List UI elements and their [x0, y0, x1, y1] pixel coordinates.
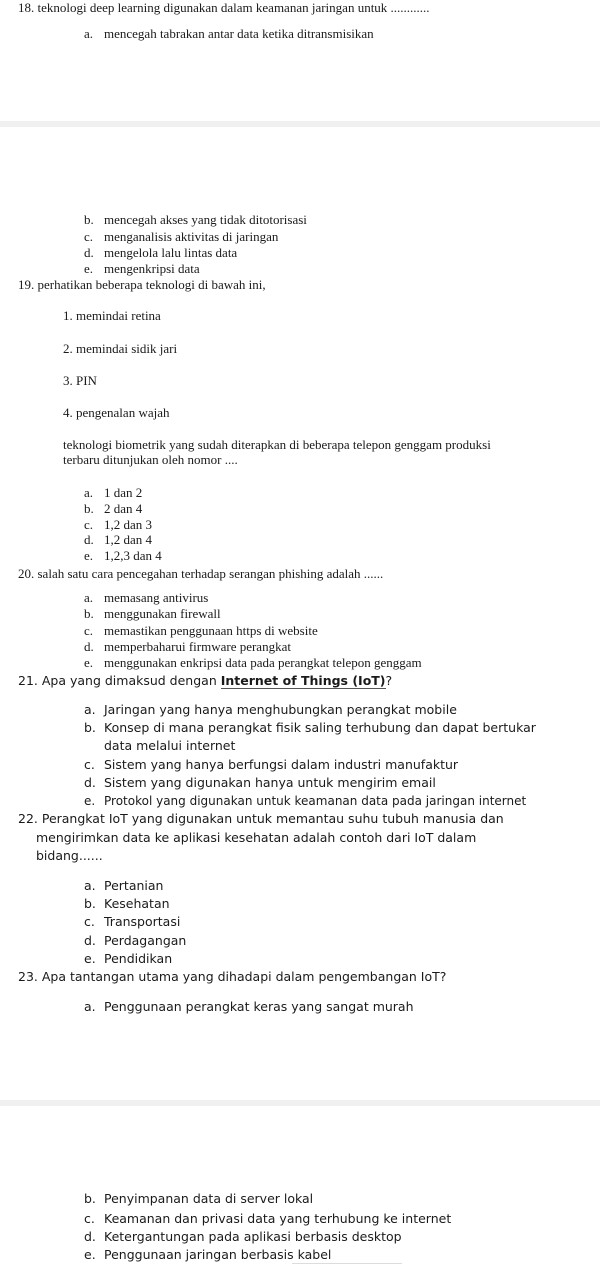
- q22-option-c[interactable]: [84, 914, 180, 930]
- option-text: 1,2 dan 3: [104, 517, 153, 532]
- q18-option-d[interactable]: [84, 245, 237, 261]
- q18-option-b[interactable]: [84, 212, 307, 228]
- q19-option-d[interactable]: [84, 532, 152, 548]
- q21-option-a[interactable]: [84, 702, 457, 718]
- q21-option-e[interactable]: [84, 793, 526, 809]
- q21-stem-highlight: Internet of Things (IoT): [220, 673, 386, 688]
- option-text: Pendidikan: [104, 951, 173, 966]
- option-text: memperbaharui firmware perangkat: [104, 639, 291, 654]
- option-label: e.: [84, 655, 94, 670]
- q18-option-c[interactable]: [84, 229, 278, 245]
- q22-stem-line-3: bidang......: [36, 848, 103, 863]
- option-text: memastikan penggunaan https di website: [104, 623, 318, 638]
- q19-item-3: 3. PIN: [63, 373, 97, 388]
- option-label: a.: [84, 485, 94, 500]
- option-label: a.: [84, 26, 94, 41]
- option-label: d.: [84, 775, 96, 790]
- option-label: a.: [84, 878, 96, 893]
- option-text: Keamanan dan privasi data yang terhubung ke internet: [104, 1211, 452, 1226]
- option-text: 2 dan 4: [104, 501, 143, 516]
- option-label: c.: [84, 914, 95, 929]
- option-label: e.: [84, 1247, 96, 1262]
- option-text: menganalisis aktivitas di jaringan: [104, 229, 279, 244]
- q19-option-b[interactable]: [84, 501, 142, 517]
- option-text: 1 dan 2: [104, 485, 143, 500]
- q22-option-e[interactable]: [84, 951, 172, 967]
- divider: [292, 1263, 402, 1264]
- q20-option-a[interactable]: [84, 590, 208, 606]
- q20-option-b[interactable]: [84, 606, 221, 622]
- option-label: a.: [84, 999, 96, 1014]
- option-text: Protokol yang digunakan untuk keamanan data pada jaringan internet: [104, 794, 527, 808]
- option-text: data melalui internet: [104, 738, 236, 753]
- option-label: d.: [84, 1229, 96, 1244]
- option-label: b.: [84, 501, 94, 516]
- option-label: b.: [84, 1191, 96, 1206]
- option-label: e.: [84, 548, 94, 563]
- page-gap: [0, 1100, 600, 1106]
- page-gap: [0, 121, 600, 127]
- option-label: e.: [84, 261, 94, 276]
- q23-stem: 23. Apa tantangan utama yang dihadapi dalam pengembangan IoT?: [18, 969, 447, 984]
- q18-stem: 18. teknologi deep learning digunakan dalam keamanan jaringan untuk ............: [18, 0, 430, 15]
- option-text: menggunakan enkripsi data pada perangkat telepon genggam: [104, 655, 422, 670]
- option-label: d.: [84, 245, 94, 260]
- option-text: Kesehatan: [104, 896, 170, 911]
- q22-stem-line-1: 22. Perangkat IoT yang digunakan untuk memantau suhu tubuh manusia dan: [18, 811, 504, 826]
- option-label: c.: [84, 623, 94, 638]
- q21-stem-prefix: 21. Apa yang dimaksud dengan: [18, 673, 221, 688]
- option-text: Transportasi: [104, 914, 181, 929]
- option-text: mengenkripsi data: [104, 261, 200, 276]
- option-text: Konsep di mana perangkat fisik saling terhubung dan dapat bertukar: [104, 720, 536, 735]
- option-label: b.: [84, 896, 96, 911]
- q20-stem: 20. salah satu cara pencegahan terhadap serangan phishing adalah ......: [18, 566, 384, 581]
- q21-option-c[interactable]: [84, 757, 458, 773]
- q19-option-c[interactable]: [84, 517, 152, 533]
- q22-stem-line-2: mengirimkan data ke aplikasi kesehatan adalah contoh dari IoT dalam: [36, 830, 477, 845]
- option-label: a.: [84, 702, 96, 717]
- q19-prompt-line-1: teknologi biometrik yang sudah diterapkan di beberapa telepon genggam produksi: [63, 437, 491, 452]
- q19-prompt-line-2: terbaru ditunjukan oleh nomor ....: [63, 452, 238, 467]
- option-text: Jaringan yang hanya menghubungkan perangkat mobile: [104, 702, 457, 717]
- option-label: a.: [84, 590, 94, 605]
- option-label: b.: [84, 720, 96, 735]
- q23-option-e[interactable]: [84, 1247, 331, 1263]
- option-text: mencegah tabrakan antar data ketika ditransmisikan: [104, 26, 374, 41]
- q19-option-a[interactable]: [84, 485, 142, 501]
- q19-stem: 19. perhatikan beberapa teknologi di bawah ini,: [18, 277, 266, 292]
- q22-option-b[interactable]: [84, 896, 170, 912]
- q20-option-d[interactable]: [84, 639, 291, 655]
- q21-option-d[interactable]: [84, 775, 436, 791]
- option-label: c.: [84, 517, 94, 532]
- option-label: d.: [84, 532, 94, 547]
- option-text: mencegah akses yang tidak ditotorisasi: [104, 212, 307, 227]
- q22-option-d[interactable]: [84, 933, 186, 949]
- q19-item-1: 1. memindai retina: [63, 308, 161, 323]
- option-text: 1,2 dan 4: [104, 532, 153, 547]
- q23-option-d[interactable]: [84, 1229, 402, 1245]
- q18-option-e[interactable]: [84, 261, 200, 277]
- option-text: Penggunaan jaringan berbasis kabel: [104, 1247, 332, 1262]
- option-label: d.: [84, 639, 94, 654]
- option-label: c.: [84, 757, 95, 772]
- q19-item-4: 4. pengenalan wajah: [63, 405, 170, 420]
- option-text: 1,2,3 dan 4: [104, 548, 162, 563]
- q21-stem: [18, 673, 392, 689]
- option-text: Pertanian: [104, 878, 164, 893]
- q23-option-a[interactable]: [84, 999, 414, 1015]
- option-label: e.: [84, 951, 96, 966]
- q22-option-a[interactable]: [84, 878, 163, 894]
- q19-option-e[interactable]: [84, 548, 162, 564]
- option-text: mengelola lalu lintas data: [104, 245, 238, 260]
- option-label: d.: [84, 933, 96, 948]
- option-text: Ketergantungan pada aplikasi berbasis desktop: [104, 1229, 402, 1244]
- option-text: Perdagangan: [104, 933, 187, 948]
- q23-option-b[interactable]: [84, 1191, 313, 1207]
- q21-option-b-continued: [84, 738, 235, 754]
- option-text: memasang antivirus: [104, 590, 209, 605]
- option-label: b.: [84, 606, 94, 621]
- q19-item-2: 2. memindai sidik jari: [63, 341, 178, 356]
- option-text: Penggunaan perangkat keras yang sangat murah: [104, 999, 414, 1014]
- q18-option-a[interactable]: [84, 26, 374, 42]
- option-text: Sistem yang digunakan hanya untuk mengirim email: [104, 775, 436, 790]
- option-text: Penyimpanan data di server lokal: [104, 1191, 314, 1206]
- q23-option-c[interactable]: [84, 1211, 451, 1227]
- option-text: Sistem yang hanya berfungsi dalam industri manufaktur: [104, 757, 459, 772]
- q21-option-b[interactable]: [84, 720, 536, 736]
- q20-option-e[interactable]: [84, 655, 422, 671]
- q21-stem-suffix: ?: [385, 673, 393, 688]
- q20-option-c[interactable]: [84, 623, 318, 639]
- option-label: b.: [84, 212, 94, 227]
- option-label: c.: [84, 1211, 95, 1226]
- option-text: menggunakan firewall: [104, 606, 221, 621]
- option-label: c.: [84, 229, 94, 244]
- option-label: e.: [84, 794, 96, 808]
